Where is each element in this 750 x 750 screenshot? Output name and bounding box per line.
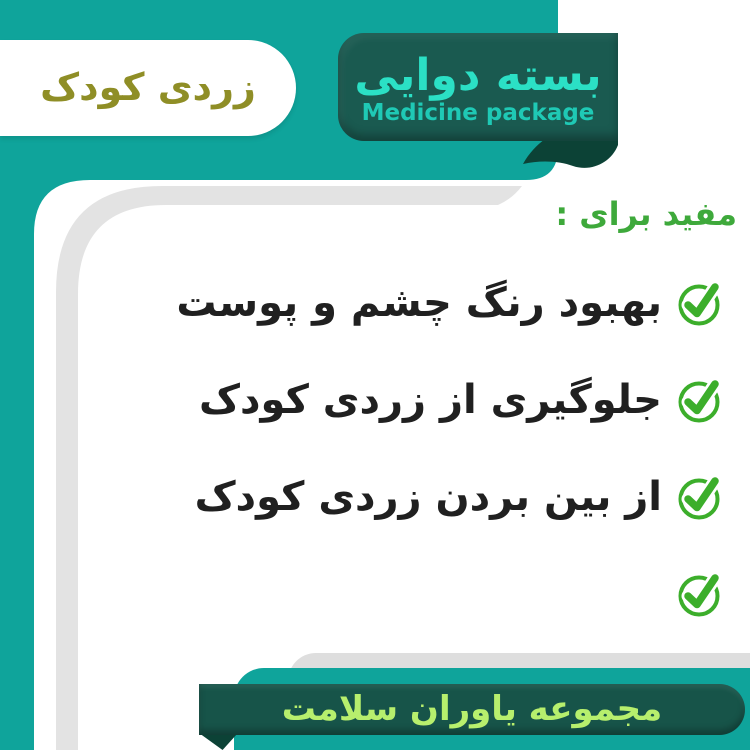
check-icon bbox=[676, 474, 722, 520]
benefits-heading: مفید برای : bbox=[555, 195, 737, 233]
check-icon bbox=[676, 571, 722, 617]
benefit-row bbox=[40, 448, 722, 545]
topic-label: زردی کودک bbox=[40, 65, 256, 110]
topic-pill bbox=[0, 40, 296, 136]
package-subtitle: Medicine package bbox=[361, 99, 595, 126]
benefits-list bbox=[40, 254, 722, 642]
benefit-label: جلوگیری از زردی کودک bbox=[199, 376, 662, 423]
check-icon bbox=[676, 280, 722, 326]
package-banner bbox=[338, 33, 618, 141]
benefit-label: از بین بردن زردی کودک bbox=[194, 473, 662, 520]
banner-fold-shape bbox=[515, 139, 618, 179]
package-title: بسته دوایی bbox=[354, 49, 602, 101]
check-icon bbox=[676, 377, 722, 423]
footer-brand-label: مجموعه یاوران سلامت bbox=[281, 689, 663, 730]
benefit-row bbox=[40, 254, 722, 351]
benefit-row bbox=[40, 545, 722, 642]
benefit-row bbox=[40, 351, 722, 448]
footer-brand-ribbon bbox=[199, 684, 745, 735]
benefit-label: بهبود رنگ چشم و پوست bbox=[176, 279, 662, 326]
